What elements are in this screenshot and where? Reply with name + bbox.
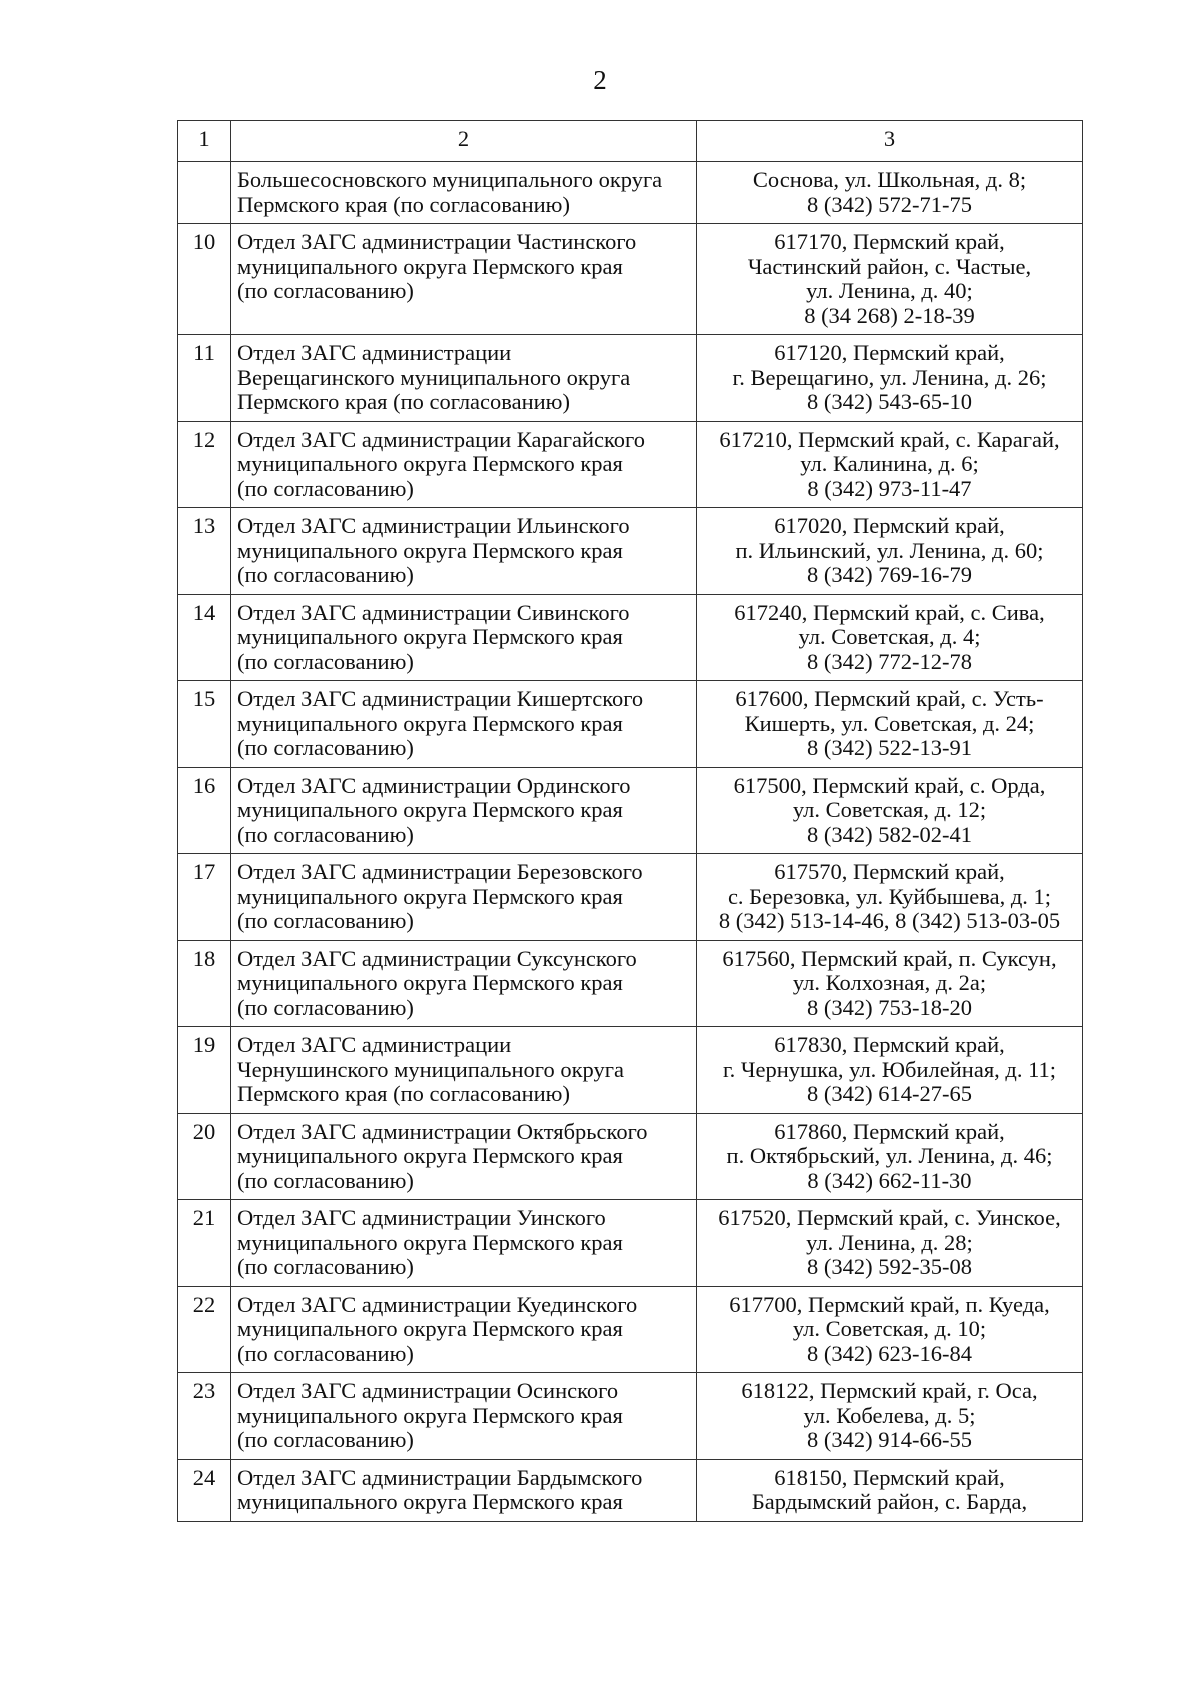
office-name-cell — [231, 1200, 697, 1287]
office-name-line: Отдел ЗАГС администрации Березовского — [237, 859, 643, 884]
office-name-line: Отдел ЗАГС администрации Суксунского — [237, 945, 637, 971]
office-name-line: Отдел ЗАГС администрации — [237, 1032, 512, 1057]
office-name-line: (по согласованию) — [237, 1254, 414, 1279]
address-line: ул. Советская, д. 10; — [792, 1316, 987, 1341]
header-cell-number: 1 — [178, 121, 231, 162]
table-row — [178, 1113, 1083, 1200]
header-cell-name: 2 — [231, 121, 697, 162]
row-number-cell: 14 — [178, 594, 231, 681]
office-name-line: (по согласованию) — [237, 562, 414, 587]
office-name-line: муниципального округа Пермского края — [237, 1143, 623, 1168]
office-name-line: муниципального округа Пермского края — [237, 1402, 623, 1428]
table-row — [178, 224, 1083, 335]
row-number-cell: 11 — [178, 335, 231, 422]
address-cell — [697, 854, 1083, 941]
address-line: 8 (342) 582-02-41 — [807, 821, 972, 847]
address-line: Бардымский район, с. Барда, — [751, 1489, 1028, 1514]
table-row — [178, 508, 1083, 595]
office-name-line: Отдел ЗАГС администрации Бардымского — [237, 1464, 643, 1490]
address-cell — [697, 1113, 1083, 1200]
office-name-cell — [231, 854, 697, 941]
address-line: 8 (342) 914-66-55 — [807, 1427, 972, 1452]
address-cell — [697, 421, 1083, 508]
row-number-cell: 18 — [178, 940, 231, 1027]
office-name-line: Отдел ЗАГС администрации Ординского — [237, 772, 631, 798]
office-name-line: Пермского края (по согласованию) — [237, 191, 570, 217]
address-line: ул. Ленина, д. 28; — [806, 1229, 973, 1255]
table-row — [178, 1027, 1083, 1114]
table-row — [178, 1200, 1083, 1287]
address-cell — [697, 1459, 1083, 1521]
row-number-cell: 20 — [178, 1113, 231, 1200]
office-name-line: Отдел ЗАГС администрации Частинского — [237, 229, 637, 254]
address-line: 617560, Пермский край, п. Суксун, — [722, 945, 1057, 971]
address-line: ул. Колхозная, д. 2а; — [792, 970, 987, 995]
registry-table — [177, 120, 1083, 1522]
address-line: 8 (34 268) 2-18-39 — [804, 302, 975, 328]
address-line: ул. Калинина, д. 6; — [800, 451, 979, 476]
office-name-line: Большесосновского муниципального округа — [237, 167, 663, 192]
office-name-cell — [231, 335, 697, 422]
office-name-line: (по согласованию) — [237, 821, 414, 847]
office-name-line: Пермского края (по согласованию) — [237, 389, 570, 414]
address-line: п. Октябрьский, ул. Ленина, д. 46; — [726, 1143, 1053, 1168]
office-name-line: Отдел ЗАГС администрации Октябрьского — [237, 1118, 648, 1144]
address-cell — [697, 594, 1083, 681]
office-name-line: (по согласованию) — [237, 475, 414, 501]
office-name-cell — [231, 508, 697, 595]
address-line: 8 (342) 973-11-47 — [807, 475, 972, 501]
address-line: с. Березовка, ул. Куйбышева, д. 1; — [727, 883, 1052, 909]
row-number-cell: 10 — [178, 224, 231, 335]
address-cell — [697, 940, 1083, 1027]
address-line: 617570, Пермский край, — [774, 859, 1005, 884]
office-name-line: (по согласованию) — [237, 1167, 414, 1193]
office-name-line: (по согласованию) — [237, 278, 414, 303]
table-row — [178, 1286, 1083, 1373]
office-name-line: Отдел ЗАГС администрации Ильинского — [237, 513, 630, 538]
row-number-cell: 15 — [178, 681, 231, 768]
row-number-cell: 23 — [178, 1373, 231, 1460]
office-name-line: Отдел ЗАГС администрации Уинского — [237, 1205, 606, 1230]
address-line: 8 (342) 592-35-08 — [807, 1254, 972, 1279]
address-line: 618150, Пермский край, — [774, 1464, 1005, 1490]
address-line: 617500, Пермский край, с. Орда, — [733, 772, 1046, 798]
office-name-line: муниципального округа Пермского края — [237, 1489, 623, 1514]
office-name-line: Отдел ЗАГС администрации Карагайского — [237, 426, 645, 452]
address-line: 8 (342) 572-71-75 — [807, 191, 972, 217]
address-cell — [697, 681, 1083, 768]
address-line: 8 (342) 772-12-78 — [807, 648, 972, 674]
address-line: 617700, Пермский край, п. Куеда, — [729, 1291, 1050, 1317]
office-name-line: (по согласованию) — [237, 1340, 414, 1366]
address-line: 8 (342) 614-27-65 — [807, 1081, 972, 1106]
address-line: 617020, Пермский край, — [774, 513, 1005, 538]
address-line: ул. Кобелева, д. 5; — [803, 1402, 976, 1428]
row-number-cell: 13 — [178, 508, 231, 595]
address-line: ул. Ленина, д. 40; — [806, 278, 973, 303]
row-number-cell: 16 — [178, 767, 231, 854]
address-line: 618122, Пермский край, г. Оса, — [741, 1378, 1038, 1403]
address-line: ул. Советская, д. 4; — [798, 624, 981, 649]
office-name-line: муниципального округа Пермского края — [237, 537, 623, 563]
address-line: Частинский район, с. Частые, — [747, 253, 1032, 279]
address-line: 617860, Пермский край, — [774, 1118, 1005, 1144]
address-line: г. Верещагино, ул. Ленина, д. 26; — [732, 364, 1047, 390]
table-row — [178, 940, 1083, 1027]
address-cell — [697, 1286, 1083, 1373]
header-row — [178, 121, 1083, 162]
row-number-cell: 12 — [178, 421, 231, 508]
office-name-line: муниципального округа Пермского края — [237, 797, 623, 822]
address-line: 8 (342) 753-18-20 — [807, 994, 972, 1020]
table-row — [178, 335, 1083, 422]
address-line: 8 (342) 769-16-79 — [807, 562, 972, 587]
office-name-cell — [231, 224, 697, 335]
office-name-cell — [231, 1373, 697, 1460]
office-name-cell — [231, 421, 697, 508]
page-number: 2 — [593, 65, 607, 95]
office-name-line: муниципального округа Пермского края — [237, 253, 623, 279]
address-line: ул. Советская, д. 12; — [792, 797, 987, 822]
office-name-line: муниципального округа Пермского края — [237, 1316, 623, 1341]
office-name-cell — [231, 1027, 697, 1114]
office-name-line: Верещагинского муниципального округа — [237, 364, 631, 390]
table-row — [178, 421, 1083, 508]
address-cell — [697, 508, 1083, 595]
header-cell-address: 3 — [697, 121, 1083, 162]
address-line: 617120, Пермский край, — [774, 340, 1005, 365]
office-name-line: муниципального округа Пермского края — [237, 883, 623, 909]
table-row — [178, 1459, 1083, 1521]
address-cell — [697, 224, 1083, 335]
table-row — [178, 162, 1083, 224]
address-line: п. Ильинский, ул. Ленина, д. 60; — [735, 537, 1044, 563]
office-name-line: Чернушинского муниципального округа — [237, 1056, 624, 1082]
office-name-line: Пермского края (по согласованию) — [237, 1081, 570, 1106]
address-line: 617600, Пермский край, с. Усть- — [735, 686, 1044, 711]
address-cell — [697, 1373, 1083, 1460]
table-row — [178, 767, 1083, 854]
office-name-line: муниципального округа Пермского края — [237, 1229, 623, 1255]
address-line: 8 (342) 513-14-46, 8 (342) 513-03-05 — [718, 908, 1061, 933]
office-name-cell — [231, 1286, 697, 1373]
office-name-line: Отдел ЗАГС администрации Кишертского — [237, 686, 644, 711]
office-name-line: (по согласованию) — [237, 908, 414, 933]
address-cell — [697, 1200, 1083, 1287]
row-number-cell: 19 — [178, 1027, 231, 1114]
office-name-cell — [231, 1459, 697, 1521]
address-line: г. Чернушка, ул. Юбилейная, д. 11; — [722, 1056, 1057, 1082]
table-body — [178, 121, 1083, 1522]
office-name-line: Отдел ЗАГС администрации Сивинского — [237, 599, 630, 625]
office-name-line: (по согласованию) — [237, 648, 414, 674]
office-name-line: Отдел ЗАГС администрации Куединского — [237, 1291, 638, 1317]
address-line: 8 (342) 543-65-10 — [807, 389, 972, 414]
office-name-line: муниципального округа Пермского края — [237, 624, 623, 649]
office-name-line: муниципального округа Пермского края — [237, 451, 623, 476]
office-name-cell — [231, 940, 697, 1027]
address-cell — [697, 335, 1083, 422]
office-name-line: (по согласованию) — [237, 1427, 414, 1452]
address-line: 617520, Пермский край, с. Уинское, — [718, 1205, 1061, 1230]
address-line: 617210, Пермский край, с. Карагай, — [719, 426, 1060, 452]
row-number-cell: 17 — [178, 854, 231, 941]
office-name-line: муниципального округа Пермского края — [237, 970, 623, 995]
address-line: 617240, Пермский край, с. Сива, — [734, 599, 1045, 625]
office-name-cell — [231, 594, 697, 681]
office-name-line: Отдел ЗАГС администрации Осинского — [237, 1378, 619, 1403]
office-name-line: (по согласованию) — [237, 994, 414, 1020]
address-line: 8 (342) 662-11-30 — [807, 1167, 972, 1193]
office-name-line: (по согласованию) — [237, 735, 414, 760]
row-number-cell — [178, 162, 231, 224]
row-number-cell: 21 — [178, 1200, 231, 1287]
address-line: Соснова, ул. Школьная, д. 8; — [752, 167, 1027, 192]
office-name-line: муниципального округа Пермского края — [237, 710, 623, 736]
address-line: 8 (342) 522-13-91 — [807, 735, 972, 760]
address-cell — [697, 767, 1083, 854]
address-line: 8 (342) 623-16-84 — [807, 1340, 972, 1366]
office-name-cell — [231, 162, 697, 224]
table-row — [178, 854, 1083, 941]
office-name-cell — [231, 1113, 697, 1200]
office-name-cell — [231, 681, 697, 768]
address-line: 617830, Пермский край, — [774, 1032, 1005, 1057]
address-line: Кишерть, ул. Советская, д. 24; — [744, 710, 1035, 736]
address-cell — [697, 162, 1083, 224]
office-name-line: Отдел ЗАГС администрации — [237, 340, 512, 365]
row-number-cell: 24 — [178, 1459, 231, 1521]
address-line: 617170, Пермский край, — [774, 229, 1005, 254]
office-name-cell — [231, 767, 697, 854]
table-row — [178, 681, 1083, 768]
address-cell — [697, 1027, 1083, 1114]
row-number-cell: 22 — [178, 1286, 231, 1373]
table-row — [178, 594, 1083, 681]
table-row — [178, 1373, 1083, 1460]
